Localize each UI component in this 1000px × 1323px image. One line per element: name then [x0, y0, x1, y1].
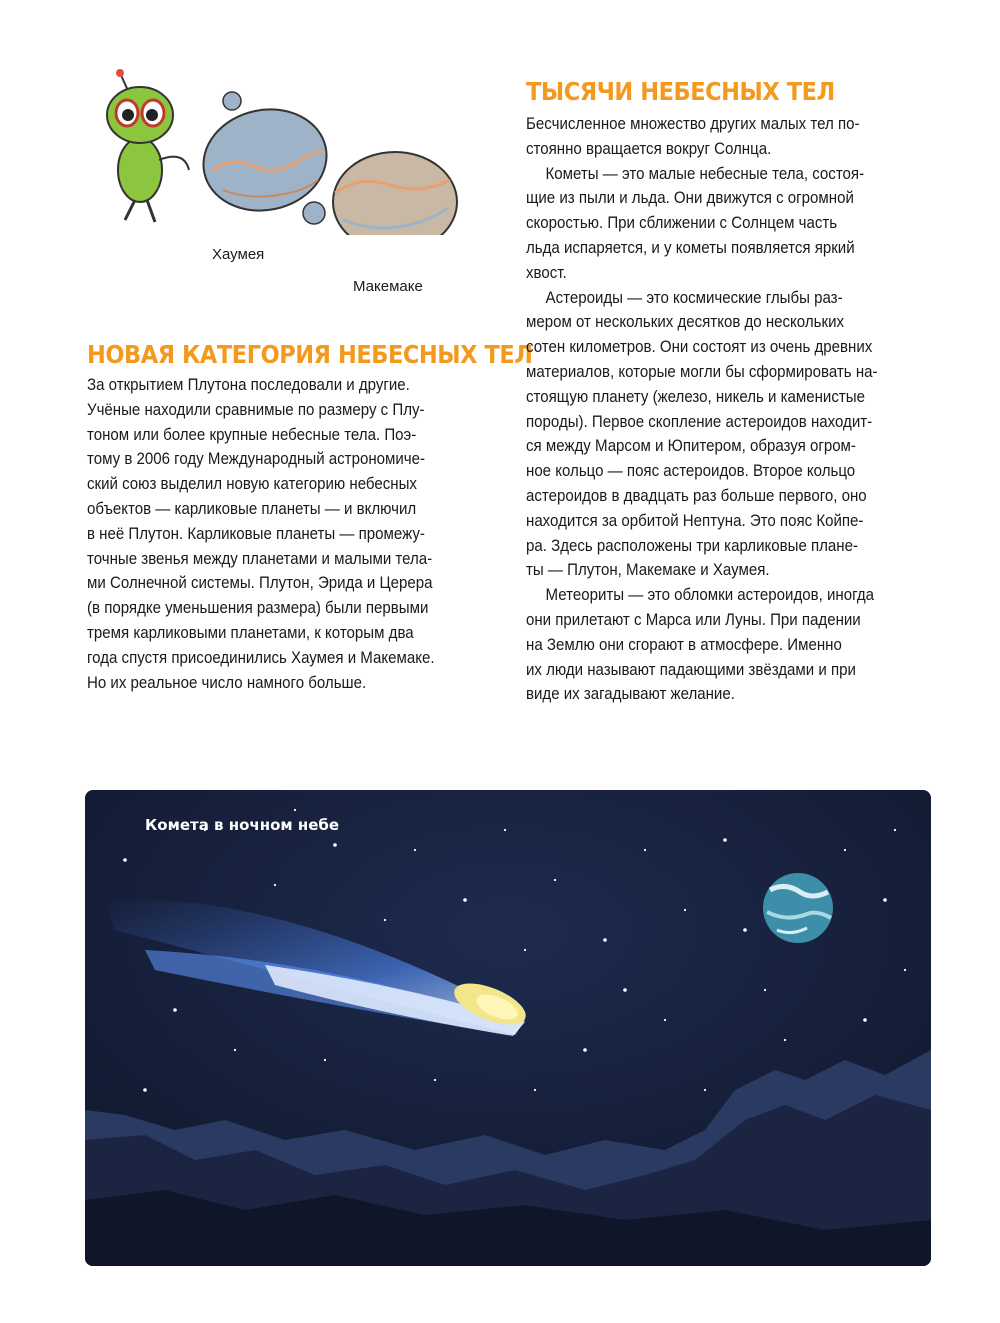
text-line: мером от нескольких десятков до нескольких [526, 313, 845, 332]
star [623, 988, 627, 992]
star [904, 969, 906, 971]
makemake-caption: Макемаке [353, 278, 423, 295]
right-section-heading: ТЫСЯЧИ НЕБЕСНЫХ ТЕЛ [526, 77, 835, 106]
text-line: скоростью. При сближении с Солнцем часть [526, 214, 838, 233]
text-line: За открытием Плутона последовали и другие. [87, 376, 410, 394]
text-line: льда испаряется, и у кометы появляется яркий [526, 238, 855, 257]
star [234, 1049, 236, 1051]
left-section-body [87, 373, 435, 695]
right-paragraph [526, 286, 878, 584]
comet-night-sky-panel [85, 790, 931, 1266]
text-line: ся между Марсом и Юпитером, образуя огром- [526, 437, 856, 456]
text-line: материалов, которые могли бы сформировать на- [526, 362, 878, 381]
right-paragraph [526, 583, 878, 707]
text-line: ты — Плутон, Макемаке и Хаумея. [526, 561, 770, 580]
haumea-caption: Хаумея [212, 246, 265, 263]
text-line: в неё Плутон. Карликовые планеты — промежу- [87, 524, 425, 543]
star [554, 879, 556, 881]
star [463, 898, 467, 902]
text-line: ное кольцо — пояс астероидов. Второе кольцо [526, 462, 856, 481]
small-moon [223, 92, 241, 110]
star [664, 1019, 666, 1021]
text-line: стоящую планету (железо, никель и каменистые [526, 387, 865, 406]
text-line: на Землю они сгорают в атмосфере. Именно [526, 635, 842, 654]
star [863, 1018, 867, 1022]
text-line: тремя карликовыми планетами, к которым два [87, 623, 414, 642]
text-line: Метеориты — это обломки астероидов, иногда [545, 586, 875, 605]
text-line: года спустя присоединились Хаумея и Макемаке. [87, 648, 435, 667]
right-paragraph [526, 162, 878, 286]
planet [763, 873, 833, 943]
star [143, 1088, 147, 1092]
star [844, 849, 846, 851]
text-line: (в порядке уменьшения размера) были первыми [87, 599, 429, 618]
text-line: астероидов в двадцать раз больше первого, оно [526, 486, 867, 505]
star [333, 843, 337, 847]
text-line: щие из пыли и льда. Они движутся с огромной [526, 189, 854, 208]
text-line: виде их загадывают желание. [526, 685, 735, 704]
text-line: их люди называют падающими звёздами и при [526, 660, 856, 679]
star [784, 1039, 786, 1041]
small-moon [303, 202, 325, 224]
text-line: находится за орбитой Нептуна. Это пояс Койпе- [526, 511, 864, 530]
star [414, 849, 416, 851]
star [583, 1048, 587, 1052]
text-line: ми Солнечной системы. Плутон, Эрида и Церера [87, 574, 433, 593]
star [324, 1059, 326, 1061]
star [434, 1079, 436, 1081]
star [684, 909, 686, 911]
text-line: тому в 2006 году Международный астрономиче- [87, 450, 425, 469]
alien-character [107, 69, 189, 222]
star [173, 1008, 177, 1012]
star [123, 858, 127, 862]
text-line: Астероиды — это космические глыбы раз- [545, 288, 843, 307]
star [764, 989, 766, 991]
left-section-heading: НОВАЯ КАТЕГОРИЯ НЕБЕСНЫХ ТЕЛ [87, 340, 533, 369]
text-line: Но их реальное число намного больше. [87, 673, 367, 692]
text-line: тоном или более крупные небесные тела. Поэ- [87, 425, 417, 444]
star [883, 898, 887, 902]
text-line: стоянно вращается вокруг Солнца. [526, 139, 772, 158]
star [644, 849, 646, 851]
text-line: сотен километров. Они состоят из очень древних [526, 338, 873, 357]
dwarf-planets-illustration [95, 65, 465, 235]
right-paragraph [526, 112, 878, 162]
makemake-planet [333, 152, 457, 235]
text-line: точные звенья между планетами и малыми тела- [87, 549, 433, 568]
star [894, 829, 896, 831]
text-line: хвост. [526, 263, 567, 282]
star [743, 928, 747, 932]
text-line: Учёные находили сравнимые по размеру с Плу- [87, 400, 425, 419]
text-line: породы). Первое скопление астероидов находит- [526, 412, 873, 431]
left-paragraph [87, 373, 435, 695]
text-line: они прилетают с Марса или Луны. При падении [526, 610, 861, 629]
text-line: Кометы — это малые небесные тела, состоя- [545, 164, 865, 183]
star [524, 949, 526, 951]
star [384, 919, 386, 921]
text-line: ра. Здесь расположены три карликовые плане- [526, 536, 859, 555]
star [723, 838, 727, 842]
star [704, 1089, 706, 1091]
star [504, 829, 506, 831]
text-line: ский союз выделил новую категорию небесных [87, 475, 417, 494]
panel-caption: Комета в ночном небе [145, 816, 340, 834]
star [294, 809, 296, 811]
right-section-body [526, 112, 878, 707]
star [534, 1089, 536, 1091]
star [603, 938, 607, 942]
text-line: Бесчисленное множество других малых тел по- [526, 115, 860, 133]
star [274, 884, 276, 886]
text-line: объектов — карликовые планеты — и включил [87, 499, 417, 518]
